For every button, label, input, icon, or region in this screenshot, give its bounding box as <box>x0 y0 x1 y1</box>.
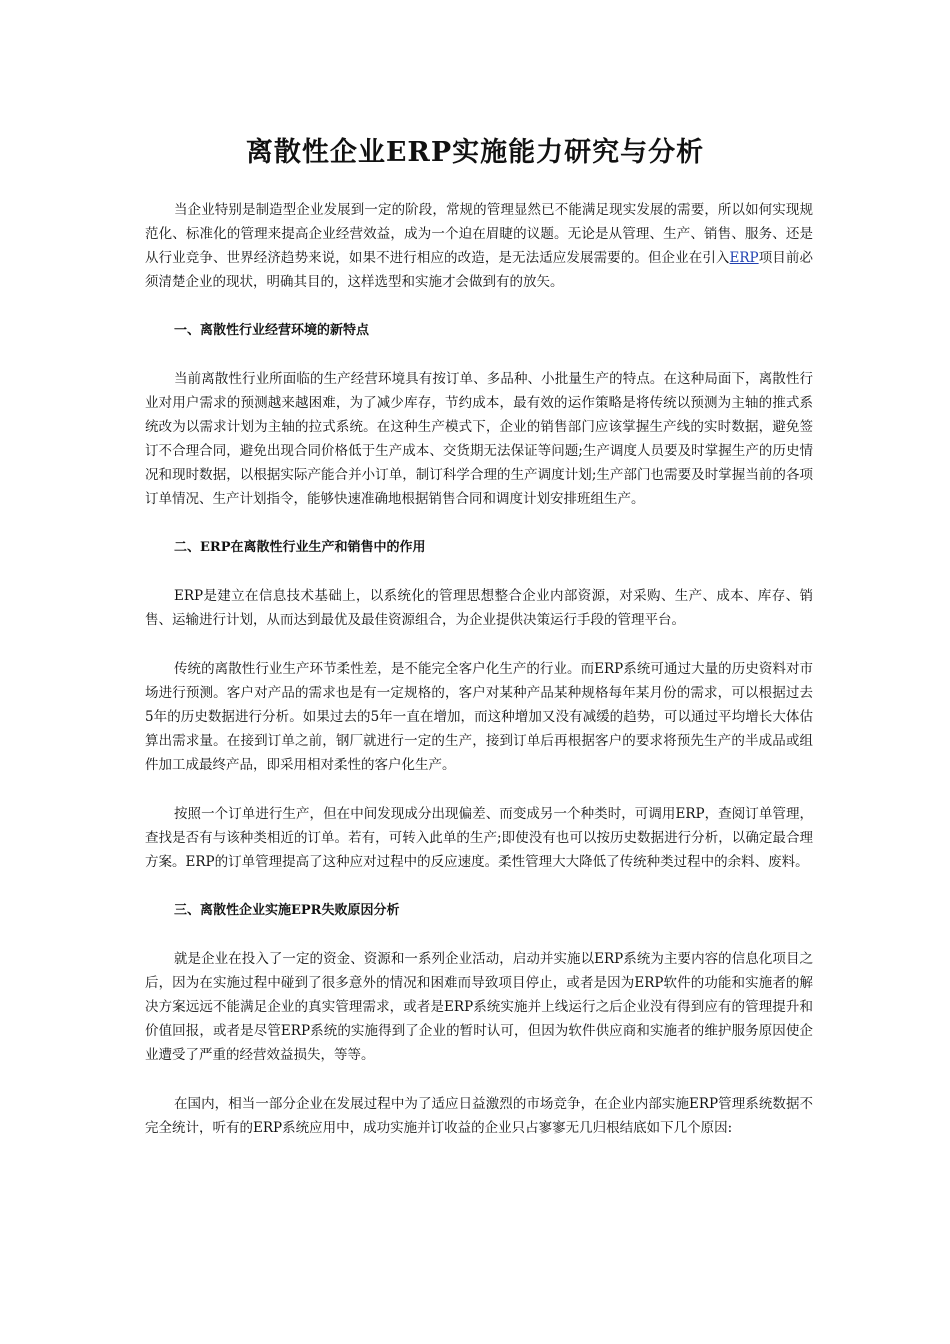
section-1-paragraph-1: 当前离散性行业所面临的生产经营环境具有按订单、多品种、小批量生产的特点。在这种局面下，离散性行业对用户需求的预测越来越困难，为了减少库存，节约成本，最有效的运作策略是将传统以预测为主轴的推式系统改为以需求计划为主轴的拉式系统。在这种生产模式下，企业的销售部门应该掌握生产线的实时数据，避免签订不合理合同，避免出现合同价格低于生产成本、交货期无法保证等问题;生产调度人员要及时掌握生产的历史情况和现时数据，以根据实际产能合并小订单，制订科学合理的生产调度计划;生产部门也需要及时掌握当前的各项订单情况、生产计划指令，能够快速准确地根据销售合同和调度计划安排班组生产。 <box>145 371 813 507</box>
document-body <box>145 198 813 1165</box>
intro-text-before-link: 当企业特别是制造型企业发展到一定的阶段，常规的管理显然已不能满足现实发展的需要，所以如何实现规范化、标准化的管理来提高企业经营效益，成为一个迫在眉睫的议题。无论是从管理、生产、销售、服务、还是从行业竞争、世界经济趋势来说，如果不进行相应的改造，是无法适应发展需要的。但企业在引入 <box>145 202 813 266</box>
intro-paragraph <box>145 198 813 294</box>
section-heading-2: 二、ERP在离散性行业生产和销售中的作用 <box>174 540 426 555</box>
erp-link[interactable]: ERP <box>729 250 759 266</box>
document-title: 离散性企业ERP实施能力研究与分析 <box>245 137 705 168</box>
section-2-paragraph-3: 按照一个订单进行生产，但在中间发现成分出现偏差、而变成另一个种类时，可调用ERP，查阅订单管理，查找是否有与该种类相近的订单。若有，可转入此单的生产;即使没有也可以按历史数据进行分析，以确定最合理方案。ERP的订单管理提高了这种应对过程中的反应速度。柔性管理大大降低了传统种类过程中的余料、废料。 <box>145 806 813 870</box>
section-2-paragraph-2: 传统的离散性行业生产环节柔性差，是不能完全客户化生产的行业。而ERP系统可通过大量的历史资料对市场进行预测。客户对产品的需求也是有一定规格的，客户对某种产品某种规格每年某月份的需求，可以根据过去5年的历史数据进行分析。如果过去的5年一直在增加，而这种增加又没有减缓的趋势，可以通过平均增长大体估算出需求量。在接到订单之前，钢厂就进行一定的生产，接到订单后再根据客户的要求将预先生产的半成品或组件加工成最终产品，即采用相对柔性的客户化生产。 <box>145 661 813 773</box>
section-3-paragraph-2: 在国内，相当一部分企业在发展过程中为了适应日益激烈的市场竞争，在企业内部实施ERP管理系统数据不完全统计，听有的ERP系统应用中，成功实施并订收益的企业只占寥寥无几归根结底如下几个原因: <box>145 1096 813 1136</box>
section-2-paragraph-1: ERP是建立在信息技术基础上，以系统化的管理思想整合企业内部资源，对采购、生产、成本、库存、销售、运输进行计划，从而达到最优及最佳资源组合，为企业提供决策运行手段的管理平台。 <box>145 588 813 628</box>
section-3-paragraph-1: 就是企业在投入了一定的资金、资源和一系列企业活动，启动并实施以ERP系统为主要内容的信息化项目之后，因为在实施过程中碰到了很多意外的情况和困难而导致项目停止，或者是因为ERP软件的功能和实施者的解决方案远远不能满足企业的真实管理需求，或者是ERP系统实施并上线运行之后企业没有得到应有的管理提升和价值回报，或者是尽管ERP系统的实施得到了企业的暂时认可，但因为软件供应商和实施者的维护服务原因使企业遭受了严重的经营效益损失，等等。 <box>145 951 813 1063</box>
section-heading-3: 三、离散性企业实施EPR失败原因分析 <box>174 903 400 918</box>
section-heading-1: 一、离散性行业经营环境的新特点 <box>174 323 370 338</box>
intro-text-after-link: 项目前必须清楚企业的现状，明确其目的，这样选型和实施才会做到有的放矢。 <box>145 250 813 290</box>
